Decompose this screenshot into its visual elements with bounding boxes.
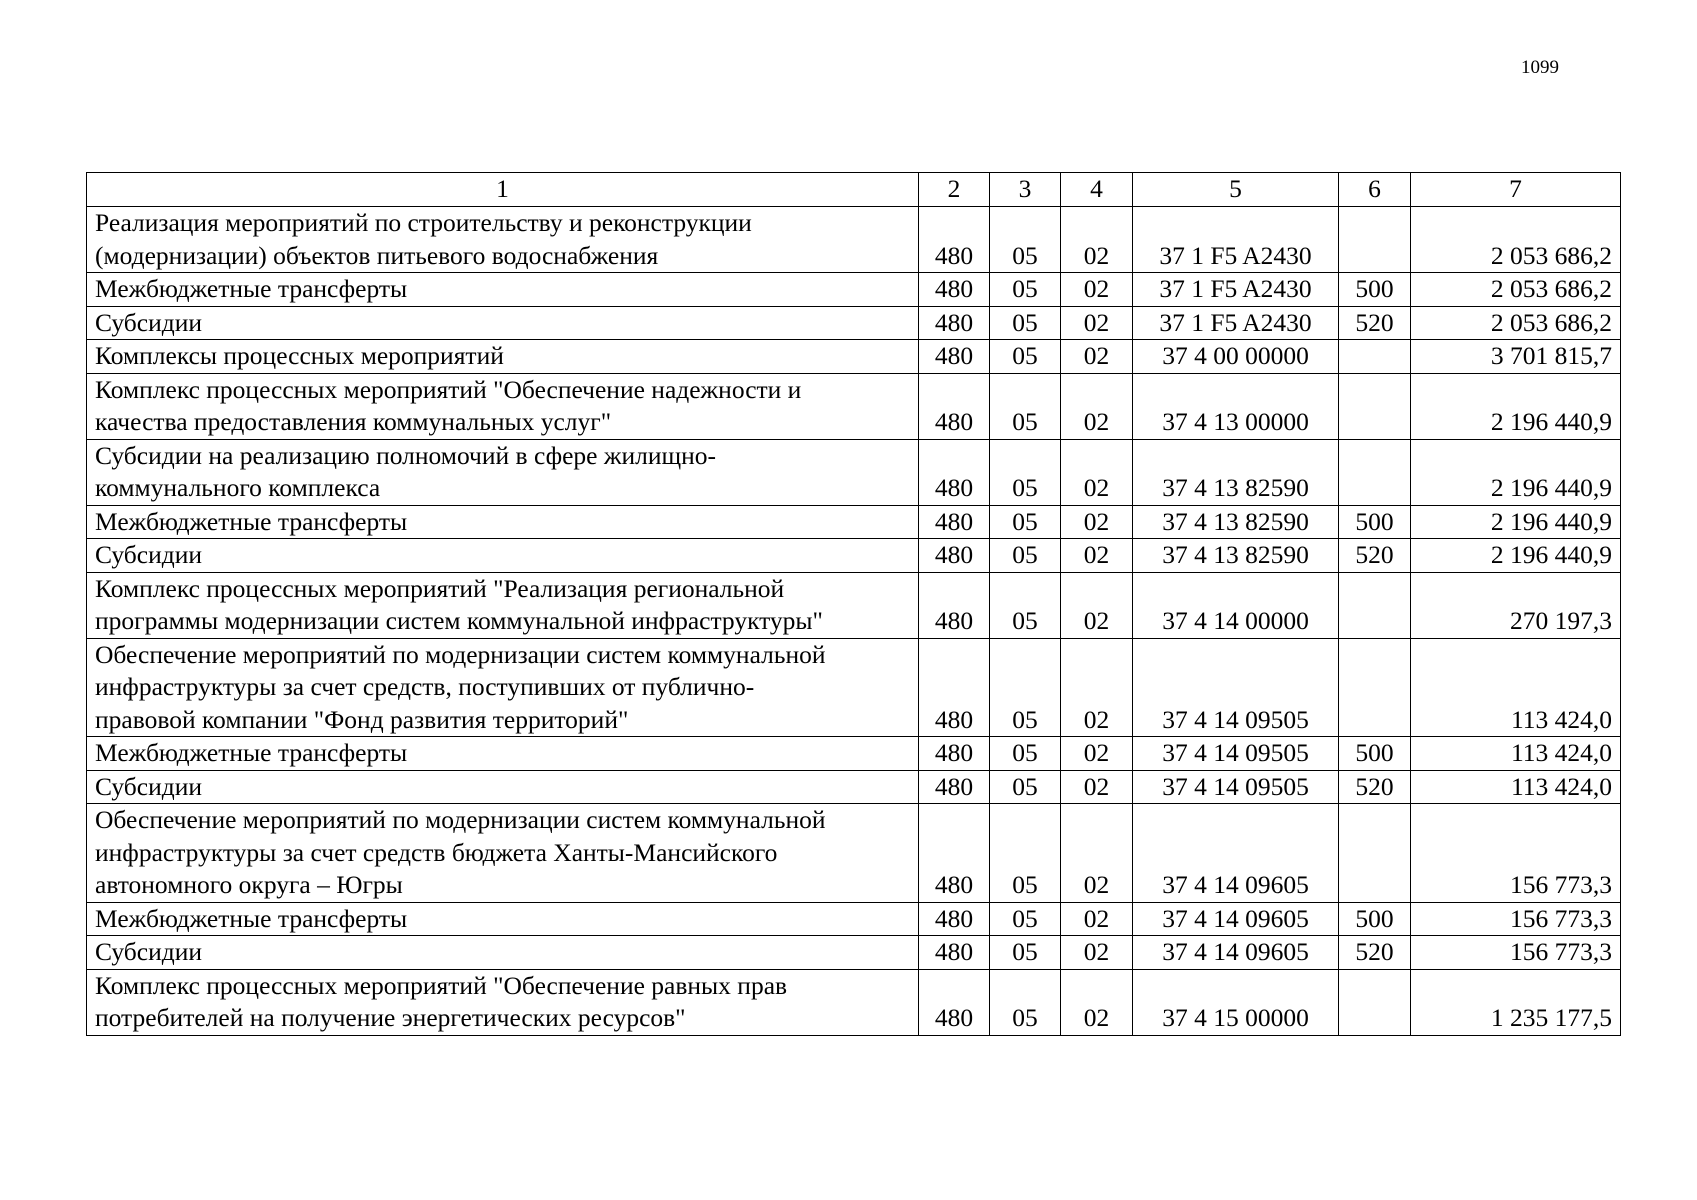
- table-row: [87, 737, 1621, 771]
- table-row: [87, 373, 1621, 439]
- row-code-cell: 480: [919, 306, 990, 340]
- row-name-cell: Комплексы процессных мероприятий: [87, 340, 919, 374]
- row-section-cell: 05: [990, 306, 1061, 340]
- row-target-article-cell: 37 4 13 82590: [1133, 505, 1339, 539]
- table-body: [87, 173, 1621, 1036]
- row-target-article-cell: 37 4 14 00000: [1133, 572, 1339, 638]
- row-section-cell: 05: [990, 373, 1061, 439]
- row-expense-type-cell: [1339, 969, 1411, 1035]
- row-amount-cell: 2 053 686,2: [1411, 273, 1621, 307]
- row-expense-type-cell: [1339, 638, 1411, 737]
- row-name-cell: Комплекс процессных мероприятий "Реализация региональной программы модернизации систем коммунальной инфраструктуры": [87, 572, 919, 638]
- table-row: [87, 207, 1621, 273]
- row-amount-cell: 156 773,3: [1411, 936, 1621, 970]
- row-target-article-cell: 37 4 13 00000: [1133, 373, 1339, 439]
- row-subsection-cell: 02: [1061, 936, 1133, 970]
- row-amount-cell: 156 773,3: [1411, 902, 1621, 936]
- table-row: [87, 539, 1621, 573]
- row-section-cell: 05: [990, 340, 1061, 374]
- row-subsection-cell: 02: [1061, 804, 1133, 903]
- header-row: [87, 173, 1621, 207]
- row-code-cell: 480: [919, 439, 990, 505]
- row-section-cell: 05: [990, 737, 1061, 771]
- row-target-article-cell: 37 4 00 00000: [1133, 340, 1339, 374]
- row-code-cell: 480: [919, 539, 990, 573]
- row-expense-type-cell: 520: [1339, 539, 1411, 573]
- row-subsection-cell: 02: [1061, 902, 1133, 936]
- table-row: [87, 340, 1621, 374]
- column-header: 3: [990, 173, 1061, 207]
- row-section-cell: 05: [990, 969, 1061, 1035]
- row-target-article-cell: 37 4 14 09505: [1133, 737, 1339, 771]
- row-target-article-cell: 37 4 13 82590: [1133, 439, 1339, 505]
- column-header: 7: [1411, 173, 1621, 207]
- row-code-cell: 480: [919, 737, 990, 771]
- row-section-cell: 05: [990, 638, 1061, 737]
- row-expense-type-cell: [1339, 207, 1411, 273]
- row-section-cell: 05: [990, 273, 1061, 307]
- row-name-cell: Субсидии: [87, 936, 919, 970]
- row-target-article-cell: 37 1 F5 A2430: [1133, 306, 1339, 340]
- row-subsection-cell: 02: [1061, 373, 1133, 439]
- row-name-cell: Комплекс процессных мероприятий "Обеспечение равных прав потребителей на получение энергетических ресурсов": [87, 969, 919, 1035]
- row-section-cell: 05: [990, 439, 1061, 505]
- row-name-cell: Субсидии: [87, 539, 919, 573]
- row-subsection-cell: 02: [1061, 737, 1133, 771]
- row-amount-cell: 2 196 440,9: [1411, 439, 1621, 505]
- row-section-cell: 05: [990, 770, 1061, 804]
- row-expense-type-cell: 500: [1339, 737, 1411, 771]
- row-amount-cell: 2 196 440,9: [1411, 505, 1621, 539]
- row-section-cell: 05: [990, 539, 1061, 573]
- row-expense-type-cell: [1339, 804, 1411, 903]
- row-name-cell: Комплекс процессных мероприятий "Обеспечение надежности и качества предоставления коммунальных услуг": [87, 373, 919, 439]
- table-row: [87, 572, 1621, 638]
- column-header: 6: [1339, 173, 1411, 207]
- row-expense-type-cell: 520: [1339, 770, 1411, 804]
- row-amount-cell: 2 053 686,2: [1411, 306, 1621, 340]
- table-row: [87, 505, 1621, 539]
- budget-table: [86, 172, 1621, 1036]
- row-amount-cell: 113 424,0: [1411, 737, 1621, 771]
- row-expense-type-cell: 500: [1339, 505, 1411, 539]
- table-row: [87, 770, 1621, 804]
- row-subsection-cell: 02: [1061, 273, 1133, 307]
- row-expense-type-cell: 520: [1339, 306, 1411, 340]
- row-subsection-cell: 02: [1061, 638, 1133, 737]
- row-target-article-cell: 37 4 13 82590: [1133, 539, 1339, 573]
- row-section-cell: 05: [990, 902, 1061, 936]
- row-amount-cell: 1 235 177,5: [1411, 969, 1621, 1035]
- table-row: [87, 273, 1621, 307]
- page-number: 1099: [1521, 57, 1559, 78]
- row-amount-cell: 3 701 815,7: [1411, 340, 1621, 374]
- row-section-cell: 05: [990, 572, 1061, 638]
- row-subsection-cell: 02: [1061, 340, 1133, 374]
- table-row: [87, 306, 1621, 340]
- row-code-cell: 480: [919, 572, 990, 638]
- row-subsection-cell: 02: [1061, 439, 1133, 505]
- row-target-article-cell: 37 1 F5 A2430: [1133, 273, 1339, 307]
- row-subsection-cell: 02: [1061, 969, 1133, 1035]
- row-code-cell: 480: [919, 936, 990, 970]
- column-header: 1: [87, 173, 919, 207]
- table-row: [87, 439, 1621, 505]
- row-amount-cell: 156 773,3: [1411, 804, 1621, 903]
- row-subsection-cell: 02: [1061, 572, 1133, 638]
- row-expense-type-cell: 500: [1339, 902, 1411, 936]
- row-subsection-cell: 02: [1061, 539, 1133, 573]
- row-target-article-cell: 37 4 14 09505: [1133, 638, 1339, 737]
- row-expense-type-cell: 520: [1339, 936, 1411, 970]
- row-code-cell: 480: [919, 804, 990, 903]
- table-row: [87, 936, 1621, 970]
- row-name-cell: Обеспечение мероприятий по модернизации систем коммунальной инфраструктуры за счет средств бюджета Ханты-Мансийского автономного округа – Югры: [87, 804, 919, 903]
- table-row: [87, 902, 1621, 936]
- row-target-article-cell: 37 1 F5 A2430: [1133, 207, 1339, 273]
- row-code-cell: 480: [919, 770, 990, 804]
- row-name-cell: Обеспечение мероприятий по модернизации систем коммунальной инфраструктуры за счет средств, поступивших от публично- правовой компании "Фонд развития территорий": [87, 638, 919, 737]
- table-row: [87, 638, 1621, 737]
- row-name-cell: Субсидии на реализацию полномочий в сфере жилищно- коммунального комплекса: [87, 439, 919, 505]
- row-expense-type-cell: [1339, 373, 1411, 439]
- row-target-article-cell: 37 4 14 09505: [1133, 770, 1339, 804]
- row-code-cell: 480: [919, 373, 990, 439]
- row-subsection-cell: 02: [1061, 207, 1133, 273]
- row-name-cell: Межбюджетные трансферты: [87, 505, 919, 539]
- row-name-cell: Реализация мероприятий по строительству и реконструкции (модернизации) объектов питьевого водоснабжения: [87, 207, 919, 273]
- row-name-cell: Межбюджетные трансферты: [87, 273, 919, 307]
- row-amount-cell: 113 424,0: [1411, 638, 1621, 737]
- row-amount-cell: 2 053 686,2: [1411, 207, 1621, 273]
- row-section-cell: 05: [990, 936, 1061, 970]
- row-subsection-cell: 02: [1061, 505, 1133, 539]
- column-header: 2: [919, 173, 990, 207]
- row-section-cell: 05: [990, 505, 1061, 539]
- row-amount-cell: 2 196 440,9: [1411, 373, 1621, 439]
- row-name-cell: Субсидии: [87, 770, 919, 804]
- row-expense-type-cell: [1339, 340, 1411, 374]
- column-header: 5: [1133, 173, 1339, 207]
- row-expense-type-cell: [1339, 439, 1411, 505]
- row-subsection-cell: 02: [1061, 306, 1133, 340]
- row-target-article-cell: 37 4 14 09605: [1133, 936, 1339, 970]
- row-name-cell: Субсидии: [87, 306, 919, 340]
- row-expense-type-cell: 500: [1339, 273, 1411, 307]
- table-row: [87, 804, 1621, 903]
- row-amount-cell: 2 196 440,9: [1411, 539, 1621, 573]
- row-target-article-cell: 37 4 15 00000: [1133, 969, 1339, 1035]
- row-name-cell: Межбюджетные трансферты: [87, 902, 919, 936]
- row-target-article-cell: 37 4 14 09605: [1133, 902, 1339, 936]
- row-code-cell: 480: [919, 273, 990, 307]
- row-code-cell: 480: [919, 207, 990, 273]
- row-amount-cell: 270 197,3: [1411, 572, 1621, 638]
- row-name-cell: Межбюджетные трансферты: [87, 737, 919, 771]
- row-code-cell: 480: [919, 505, 990, 539]
- row-amount-cell: 113 424,0: [1411, 770, 1621, 804]
- row-code-cell: 480: [919, 902, 990, 936]
- column-header: 4: [1061, 173, 1133, 207]
- table-row: [87, 969, 1621, 1035]
- row-code-cell: 480: [919, 340, 990, 374]
- row-code-cell: 480: [919, 969, 990, 1035]
- row-subsection-cell: 02: [1061, 770, 1133, 804]
- row-section-cell: 05: [990, 804, 1061, 903]
- row-expense-type-cell: [1339, 572, 1411, 638]
- row-code-cell: 480: [919, 638, 990, 737]
- row-target-article-cell: 37 4 14 09605: [1133, 804, 1339, 903]
- row-section-cell: 05: [990, 207, 1061, 273]
